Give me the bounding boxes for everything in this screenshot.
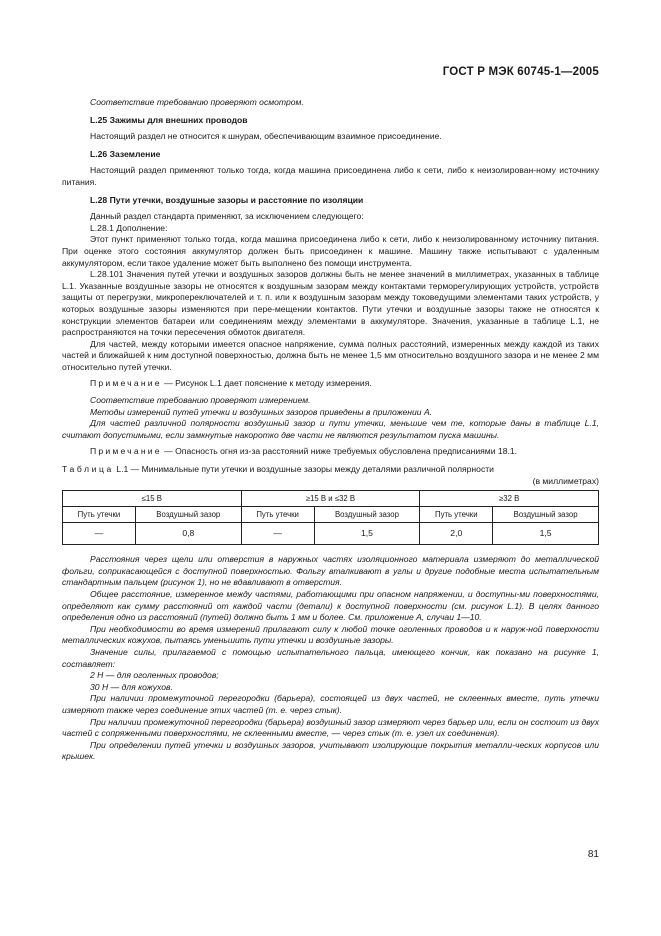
- table-caption: [62, 464, 599, 476]
- table-subheader: Воздушный зазор: [493, 507, 599, 523]
- paragraph: Расстояния через щели или отверстия в наружных частях изоляционного материала измеряют до металлической фольги, соприкасающейся с доступной поверхностью. Фольгу вталкивают в углы и другие подобные места испытательным стандартным пальцем (рисунок 1), но не вдавливают в отверстия.: [62, 554, 599, 588]
- table-subheader: Путь утечки: [63, 507, 136, 523]
- note-1: [62, 378, 599, 390]
- conformity-statement: Соответствие требованию проверяют осмотром.: [90, 97, 304, 107]
- note-2: [62, 446, 599, 458]
- table-subheader: Путь утечки: [241, 507, 314, 523]
- document-body: [62, 97, 599, 763]
- paragraph: Этот пункт применяют только тогда, когда машина присоединена либо к сети, либо к неизолированному источнику питания. При оценке этого состояния аккумулятор должен быть присоединен к машине. Машину также испытывают с удаленным аккумулятором, если такое удаление может быть выполнено без помощи инструмента.: [62, 234, 599, 268]
- table-subheader: Воздушный зазор: [135, 507, 241, 523]
- paragraph: При наличии промежуточной перегородки (барьера) воздушный зазор измеряют через барьер или, если он состоит из двух частей с сопряженными поверхностями, не склеенными вместе, — через стык (т. е. узел их соединения).: [62, 716, 599, 739]
- table-cell: 2,0: [420, 523, 493, 545]
- table-cell: —: [241, 523, 314, 545]
- paragraph: L.28.101 Значения путей утечки и воздушных зазоров должны быть не менее значений в миллиметрах, указанных в таблице L.1. Указанные воздушные зазоры не относятся к воздушным зазорам между контактами терморегулирующих устройств, устройств защиты от перегрузки, микропереключателей и т. п. или к воздушным зазорам между токоведущими элементами таких устройств, у которых воздушные зазоры изменяются при пере-мещении контактов. Пути утечки и воздушные зазоры также не относятся к конструкции элементов батареи или соединениям между элементами в аккумуляторе. Значения, указанные в таблице L.1, не распространяются на точки пересечения обмоток двигателя.: [62, 269, 599, 338]
- paragraph: При наличии промежуточной перегородки (барьера), состоящей из двух частей, не склеенных вместе, путь утечки измеряют также через соединение этих частей (т. е. через стык).: [62, 693, 599, 715]
- table-label: Таблица: [62, 464, 114, 475]
- table-cell: 0,8: [135, 523, 241, 545]
- paragraph: L.28.1 Дополнение:: [90, 222, 168, 233]
- paragraph: Для частей различной полярности воздушный зазор и пути утечки, меньшие чем те, которые даны в таблице L.1, считают допустимыми, если замкнутые накоротко две части не являются результатом пуска машины.: [62, 418, 599, 440]
- section-heading-l28: L.28 Пути утечки, воздушные зазоры и расстояние по изоляции: [90, 194, 364, 205]
- page-number: 81: [587, 849, 599, 860]
- note-label: Примечание: [90, 446, 162, 457]
- table-units: (в миллиметрах): [532, 475, 599, 486]
- section-heading-l26: L.26 Заземление: [90, 148, 161, 159]
- paragraph: Для частей, между которыми имеется опасное напряжение, сумма полных расстояний, измеренных между каждой из таких частей и ближайшей к ним доступной поверхностью, должна быть не менее 1,5 мм относительно воздушного зазора и не менее 2 мм относительно путей утечки.: [62, 338, 599, 372]
- list-item: 30 Н — для кожухов.: [90, 681, 173, 692]
- note-label: Примечание: [90, 378, 162, 389]
- paragraph: Значение силы, прилагаемой с помощью испытательного пальца, имеющего кончик, как показано на рисунке 1, составляет:: [62, 646, 599, 669]
- table-cell: 1,5: [314, 523, 420, 545]
- section-heading-l25: L.25 Зажимы для внешних проводов: [90, 114, 248, 125]
- paragraph: Общее расстояние, измеренное между частями, работающими при опасном напряжении, и доступны-ми поверхностями, определяют как сумму расстояний от каждой части (детали) к доступной поверхности (см. рисунок L.1). В целях данного определения одно из расстояний (путей) должно быть 1 мм и более. См. приложение А, случаи 1—10.: [62, 589, 599, 623]
- paragraph: Методы измерений путей утечки и воздушных зазоров приведены в приложении А.: [90, 406, 433, 417]
- paragraph: Настоящий раздел применяют только тогда, когда машина присоединена либо к сети, либо к неизолирован-ному источнику питания.: [62, 165, 599, 187]
- table-group-header: ≥15 В и ≤32 В: [241, 491, 420, 507]
- table-cell: 1,5: [493, 523, 599, 545]
- table-subheader: Путь утечки: [420, 507, 493, 523]
- conformity-statement: Соответствие требованию проверяют измерением.: [90, 395, 311, 406]
- note-text: — Рисунок L.1 дает пояснение к методу измерения.: [161, 378, 372, 389]
- table-subheader-row: [63, 507, 599, 523]
- table-row: [63, 523, 599, 545]
- table-group-header-row: [63, 491, 599, 507]
- clearance-table: [62, 490, 599, 545]
- note-text: — Опасность огня из-за расстояний ниже требуемых обусловлена предписаниями 18.1.: [161, 446, 518, 457]
- document-header: ГОСТ Р МЭК 60745-1—2005: [442, 66, 599, 78]
- table-group-header: ≥32 В: [420, 491, 599, 507]
- paragraph: При определении путей утечки и воздушных зазоров, учитывают изолирующие покрытия металли-ческих корпусов или крышек.: [62, 739, 599, 762]
- table-group-header: ≤15 В: [63, 491, 242, 507]
- paragraph: Настоящий раздел не относится к шнурам, обеспечивающим взаимное присоединение.: [90, 131, 442, 142]
- list-item: 2 Н — для оголенных проводов;: [90, 670, 219, 681]
- paragraph: При необходимости во время измерений прилагают силу к любой точке оголенных проводов и к наруж-ной поверхности металлических кожухов, пытаясь уменьшить пути утечки и воздушные зазоры.: [62, 623, 599, 646]
- paragraph: Данный раздел стандарта применяют, за исключением следующего:: [90, 211, 364, 222]
- table-cell: —: [63, 523, 136, 545]
- table-caption-text: L.1 — Минимальные пути утечки и воздушные зазоры между деталями различной полярности: [113, 464, 494, 475]
- table-subheader: Воздушный зазор: [314, 507, 420, 523]
